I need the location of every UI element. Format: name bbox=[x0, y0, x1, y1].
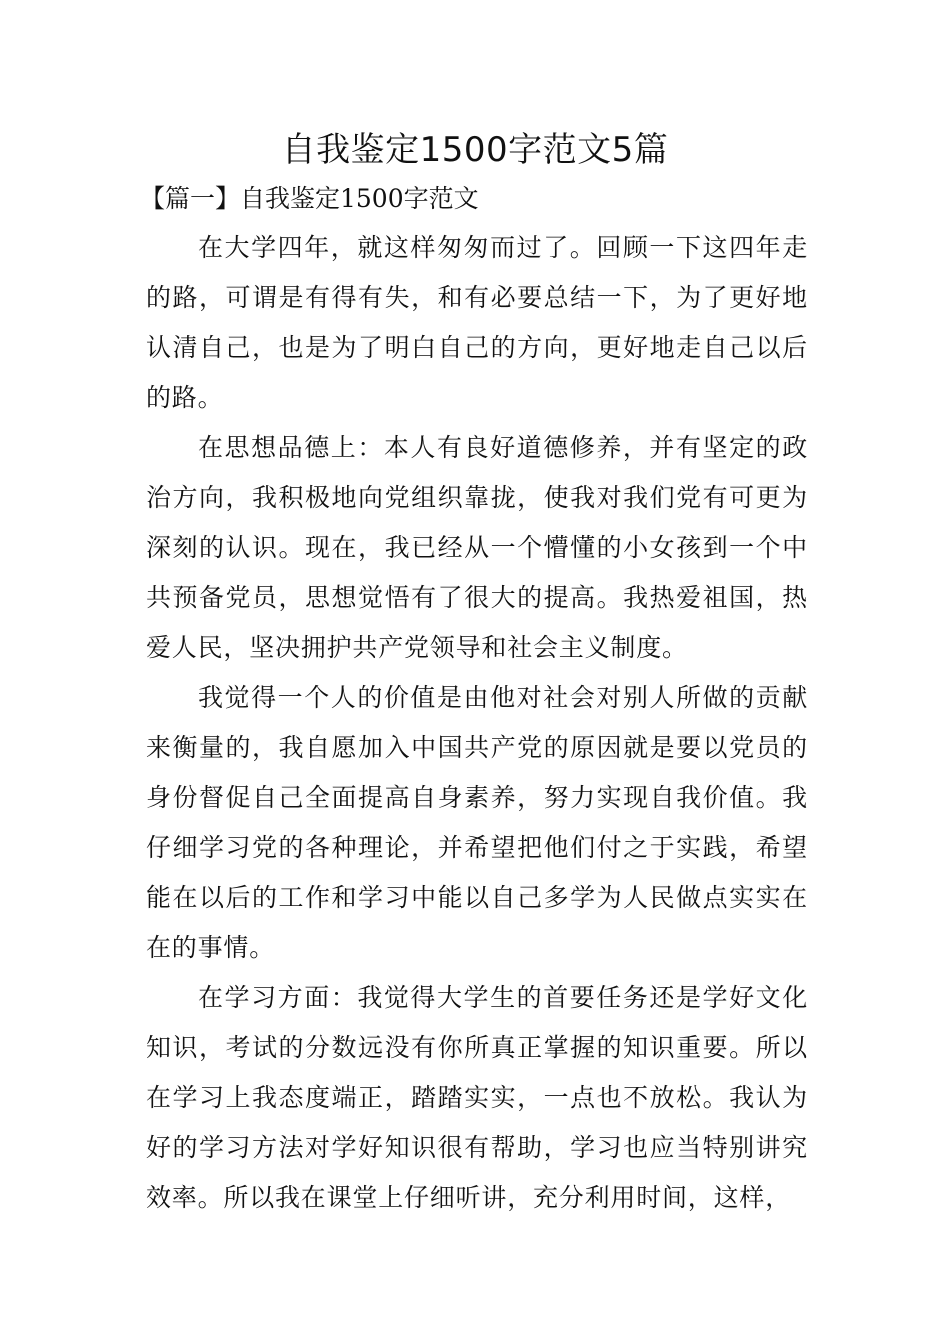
paragraph: 我觉得一个人的价值是由他对社会对别人所做的贡献来衡量的，我自愿加入中国共产党的原因就是要以党员的身份督促自己全面提高自身素养，努力实现自我价值。我仔细学习党的各种理论，并希望把他们付之于实践，希望能在以后的工作和学习中能以自己多学为人民做点实实在在的事情。 bbox=[146, 683, 808, 962]
document-body bbox=[146, 223, 808, 1223]
paragraph: 在大学四年，就这样匆匆而过了。回顾一下这四年走的路，可谓是有得有失，和有必要总结一下，为了更好地认清自己，也是为了明白自己的方向，更好地走自己以后的路。 bbox=[146, 233, 808, 412]
paragraph: 在思想品德上：本人有良好道德修养，并有坚定的政治方向，我积极地向党组织靠拢，使我对我们党有可更为深刻的认识。现在，我已经从一个懵懂的小女孩到一个中共预备党员，思想觉悟有了很大的提高。我热爱祖国，热爱人民，坚决拥护共产党领导和社会主义制度。 bbox=[146, 433, 808, 662]
document-title: 自我鉴定1500字范文5篇 bbox=[281, 130, 669, 170]
section-heading: 【篇一】自我鉴定1500字范文 bbox=[140, 184, 479, 213]
paragraph: 在学习方面：我觉得大学生的首要任务还是学好文化知识，考试的分数远没有你所真正掌握的知识重要。所以在学习上我态度端正，踏踏实实，一点也不放松。我认为好的学习方法对学好知识很有帮助，学习也应当特别讲究效率。所以我在课堂上仔细听讲，充分利用时间，这样， bbox=[146, 983, 808, 1212]
